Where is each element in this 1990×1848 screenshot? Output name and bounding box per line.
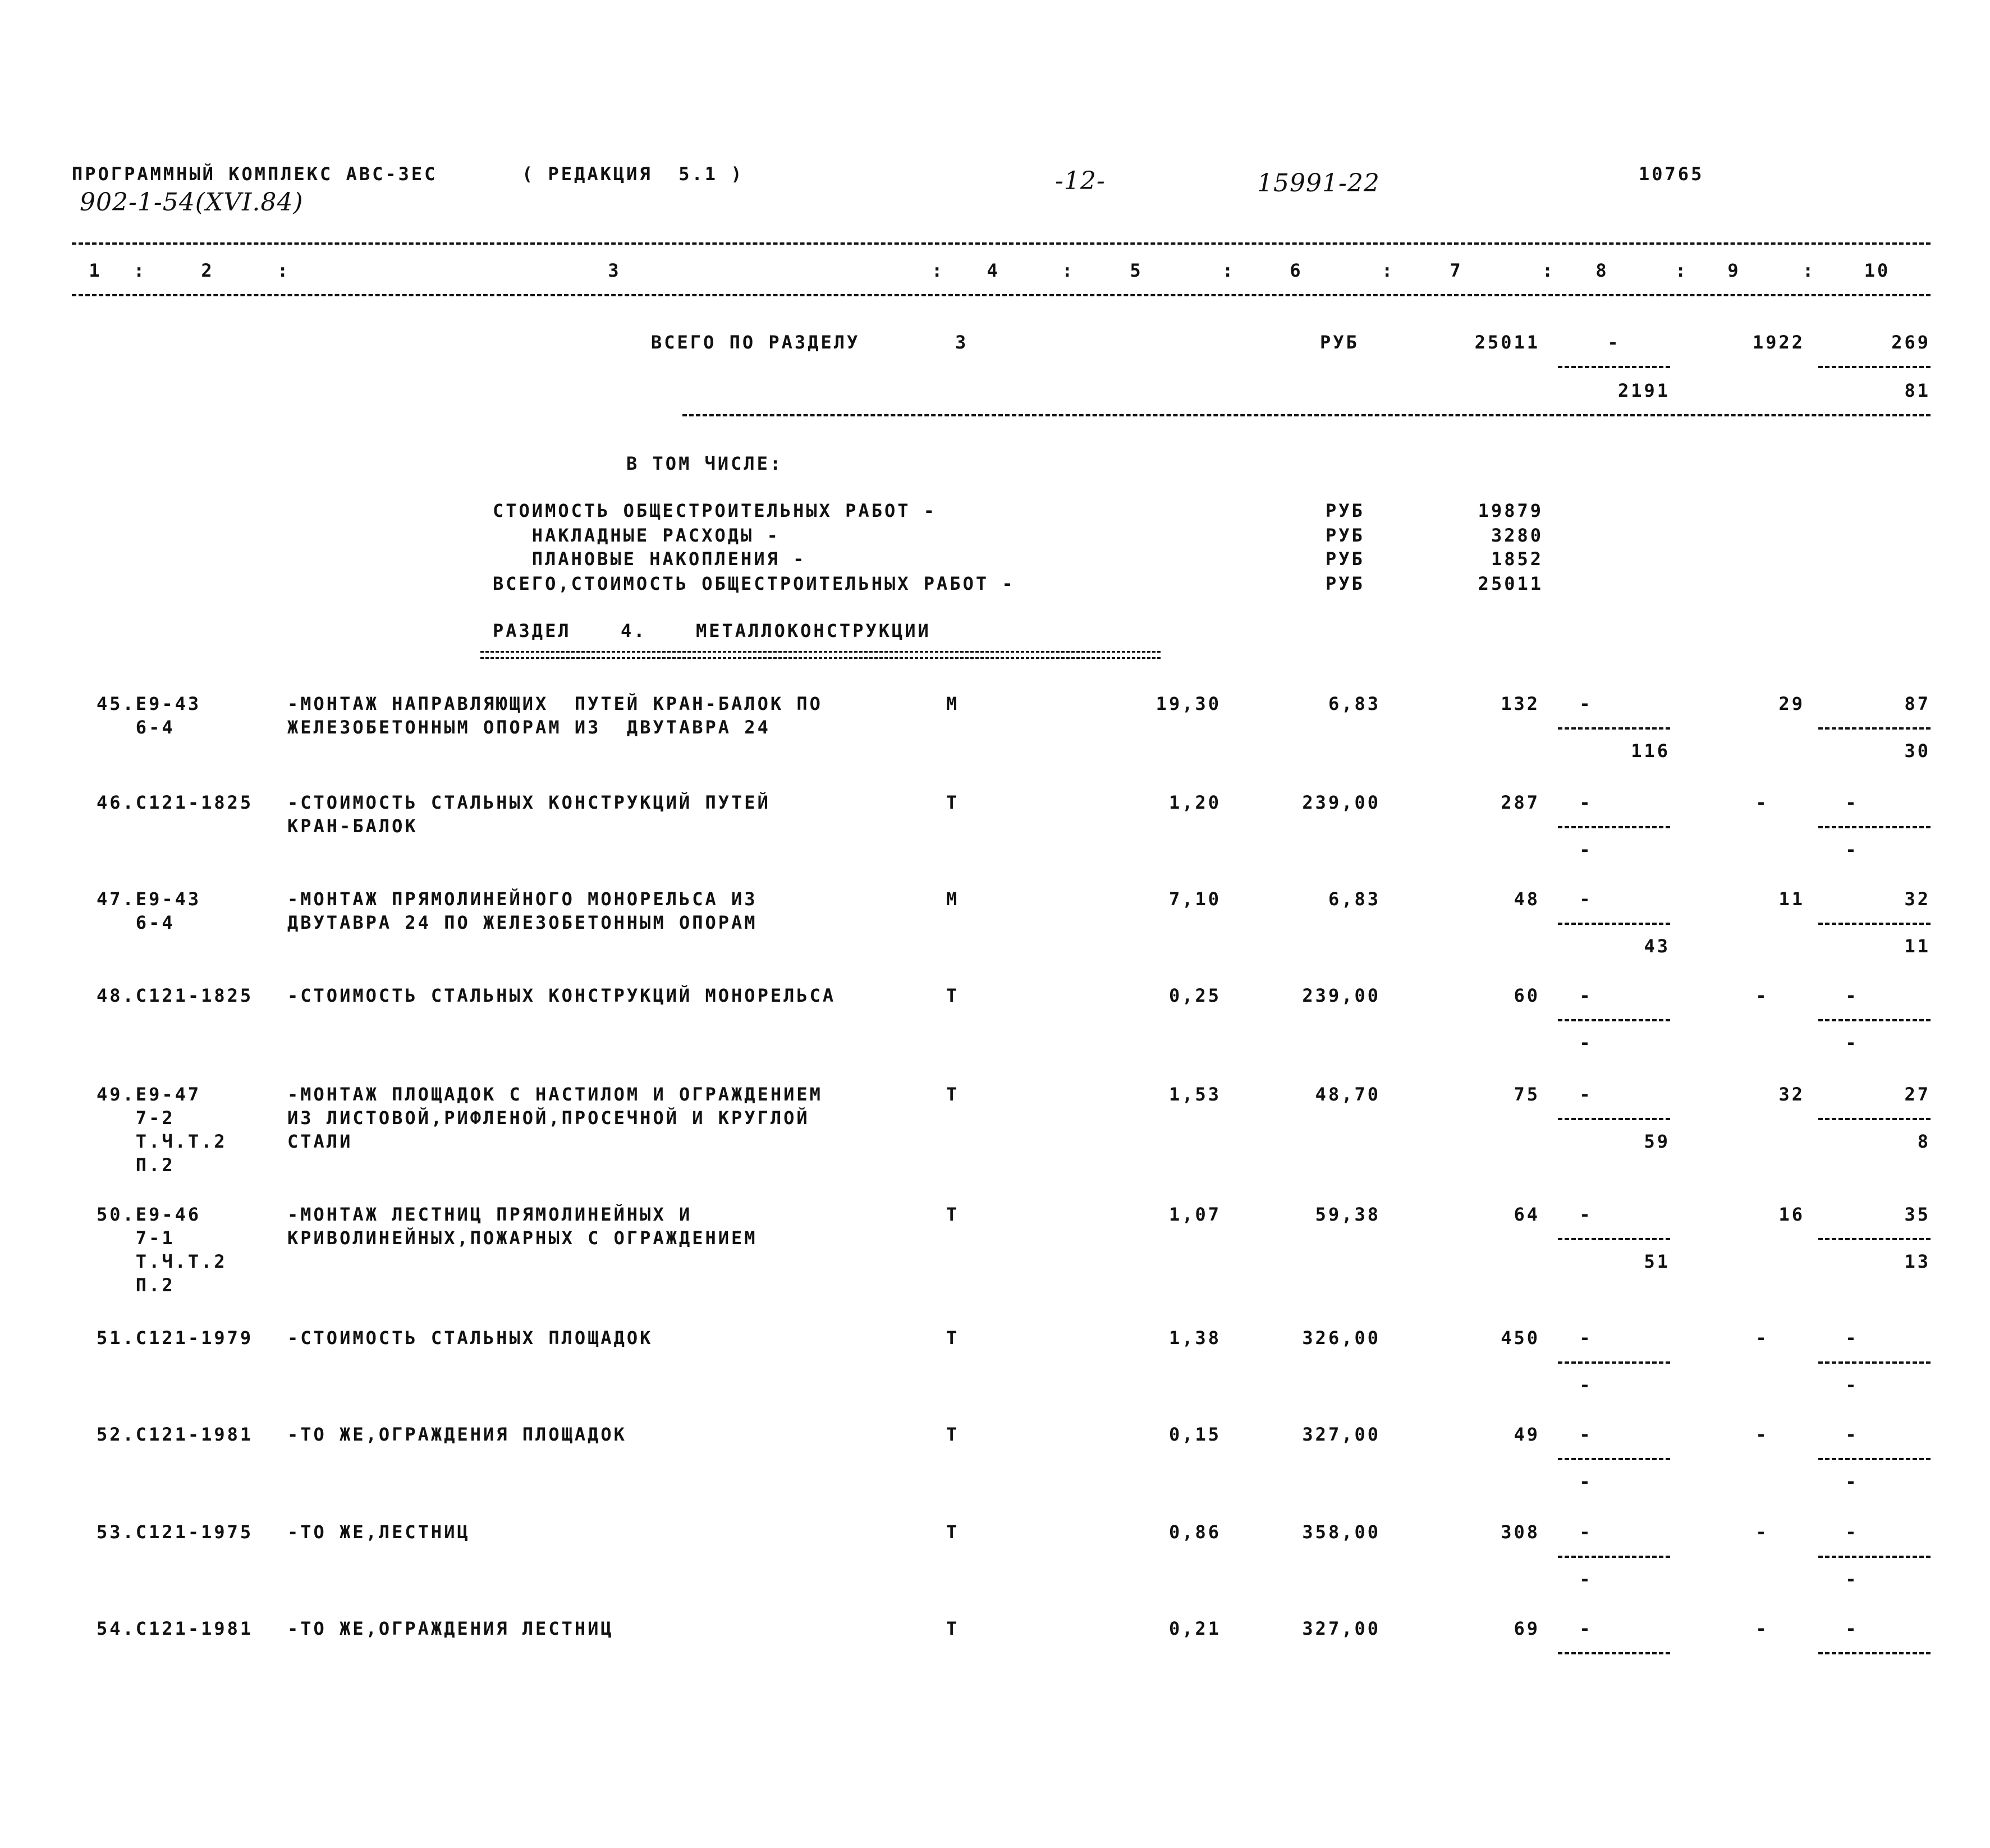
item-unit: М xyxy=(946,888,960,910)
summary-section-number: 3 xyxy=(955,332,969,353)
item-unit-price: 239,00 xyxy=(1302,792,1381,813)
including-line-value: 25011 xyxy=(1478,573,1543,594)
item-col10-top: 32 xyxy=(1904,888,1931,910)
item-col8-bottom: 43 xyxy=(1644,936,1670,957)
column-header-9: 9 xyxy=(1727,260,1741,281)
item-col9: - xyxy=(1755,1618,1769,1639)
summary-rule xyxy=(682,414,1931,416)
item-col8-bottom: - xyxy=(1579,1569,1593,1590)
item-quantity: 7,10 xyxy=(1168,888,1221,910)
summary-total: 25011 xyxy=(1474,332,1540,353)
section-heading-title: МЕТАЛЛОКОНСТРУКЦИИ xyxy=(696,620,931,641)
item-col10-bottom: 8 xyxy=(1917,1131,1931,1152)
fraction-rule xyxy=(1558,1458,1670,1460)
sheet-mark: 15991-22 xyxy=(1257,169,1380,198)
item-description: -ТО ЖЕ,ОГРАЖДЕНИЯ ЛЕСТНИЦ xyxy=(287,1618,614,1639)
fraction-rule xyxy=(1818,1361,1931,1364)
item-unit: Т xyxy=(946,792,960,813)
item-col8-bottom: 116 xyxy=(1631,740,1670,762)
item-col8-top: - xyxy=(1579,1618,1593,1639)
item-total: 450 xyxy=(1501,1327,1540,1349)
item-col10-bottom: 11 xyxy=(1904,936,1931,957)
column-separator: : xyxy=(134,260,147,281)
item-description: -МОНТАЖ НАПРАВЛЯЮЩИХ ПУТЕЙ КРАН-БАЛОК ПО xyxy=(287,693,823,714)
item-col10-top: - xyxy=(1845,792,1859,813)
section-heading-number: 4. xyxy=(621,620,647,641)
item-code: Т.Ч.Т.2 xyxy=(97,1251,227,1272)
item-quantity: 1,38 xyxy=(1168,1327,1221,1349)
summary-col9: 1922 xyxy=(1752,332,1805,353)
summary-col10-top: 269 xyxy=(1891,332,1931,353)
item-unit-price: 48,70 xyxy=(1315,1084,1381,1105)
item-code: 48.С121-1825 xyxy=(97,985,254,1006)
item-unit: Т xyxy=(946,1521,960,1543)
fraction-rule xyxy=(1818,1556,1931,1558)
column-header-5: 5 xyxy=(1130,260,1143,281)
including-line-label: СТОИМОСТЬ ОБЩЕСТРОИТЕЛЬНЫХ РАБОТ - xyxy=(493,500,937,521)
item-description: -МОНТАЖ ЛЕСТНИЦ ПРЯМОЛИНЕЙНЫХ И xyxy=(287,1204,693,1225)
item-col10-top: - xyxy=(1845,1521,1859,1543)
fraction-rule xyxy=(1818,366,1931,368)
summary-col10-bottom: 81 xyxy=(1904,380,1931,401)
item-total: 49 xyxy=(1514,1424,1540,1445)
item-col10-top: - xyxy=(1845,985,1859,1006)
including-line-value: 3280 xyxy=(1491,525,1543,546)
column-header-1: 1 xyxy=(89,260,102,281)
column-separator: : xyxy=(1222,260,1236,281)
item-col10-bottom: - xyxy=(1845,1374,1859,1396)
item-unit: Т xyxy=(946,1618,960,1639)
item-code: 50.Е9-46 xyxy=(97,1204,201,1225)
item-code: 47.Е9-43 xyxy=(97,888,201,910)
item-unit-price: 327,00 xyxy=(1302,1618,1381,1639)
item-quantity: 0,25 xyxy=(1168,985,1221,1006)
item-description: -ТО ЖЕ,ОГРАЖДЕНИЯ ПЛОЩАДОК xyxy=(287,1424,627,1445)
item-col10-top: 87 xyxy=(1904,693,1931,714)
column-header-6: 6 xyxy=(1290,260,1303,281)
fraction-rule xyxy=(1818,923,1931,925)
item-col10-top: - xyxy=(1845,1327,1859,1349)
item-col10-bottom: - xyxy=(1845,839,1859,860)
item-unit-price: 6,83 xyxy=(1328,888,1381,910)
item-code: 51.С121-1979 xyxy=(97,1327,254,1349)
item-total: 75 xyxy=(1514,1084,1540,1105)
item-code: 7-1 xyxy=(97,1227,175,1249)
column-separator: : xyxy=(1382,260,1395,281)
column-separator: : xyxy=(1803,260,1816,281)
item-col9: 29 xyxy=(1778,693,1805,714)
item-col9: - xyxy=(1755,1327,1769,1349)
item-description: -МОНТАЖ ПЛОЩАДОК С НАСТИЛОМ И ОГРАЖДЕНИЕМ xyxy=(287,1084,823,1105)
item-description: -СТОИМОСТЬ СТАЛЬНЫХ КОНСТРУКЦИЙ МОНОРЕЛЬСА xyxy=(287,985,836,1006)
item-col9: 32 xyxy=(1778,1084,1805,1105)
item-unit: Т xyxy=(946,1204,960,1225)
item-code: 52.С121-1981 xyxy=(97,1424,254,1445)
section-double-underline xyxy=(480,651,1161,659)
item-total: 60 xyxy=(1514,985,1540,1006)
item-unit-price: 358,00 xyxy=(1302,1521,1381,1543)
item-total: 132 xyxy=(1501,693,1540,714)
item-unit-price: 326,00 xyxy=(1302,1327,1381,1349)
item-col10-bottom: 30 xyxy=(1904,740,1931,762)
fraction-rule xyxy=(1558,826,1670,828)
item-description: ДВУТАВРА 24 ПО ЖЕЛЕЗОБЕТОННЫМ ОПОРАМ xyxy=(287,912,758,933)
fraction-rule xyxy=(1558,1556,1670,1558)
item-col9: - xyxy=(1755,1424,1769,1445)
item-col10-bottom: 13 xyxy=(1904,1251,1931,1272)
item-description: -СТОИМОСТЬ СТАЛЬНЫХ КОНСТРУКЦИЙ ПУТЕЙ xyxy=(287,792,771,813)
header-top-rule xyxy=(72,242,1931,245)
page-number-mark: -12- xyxy=(1055,167,1106,195)
fraction-rule xyxy=(1818,1238,1931,1240)
item-col10-bottom: - xyxy=(1845,1032,1859,1053)
item-code: 6-4 xyxy=(97,912,175,933)
item-col8-bottom: - xyxy=(1579,1471,1593,1492)
item-col10-bottom: - xyxy=(1845,1569,1859,1590)
program-name: ПРОГРАММНЫЙ КОМПЛЕКС АВС-3ЕС xyxy=(72,163,438,185)
item-col8-top: - xyxy=(1579,1327,1593,1349)
including-line-value: 19879 xyxy=(1478,500,1543,521)
item-col8-top: - xyxy=(1579,1424,1593,1445)
summary-col8-top: - xyxy=(1607,332,1621,353)
item-col8-bottom: - xyxy=(1579,1032,1593,1053)
fraction-rule xyxy=(1818,727,1931,730)
item-col9: - xyxy=(1755,792,1769,813)
item-unit-price: 59,38 xyxy=(1315,1204,1381,1225)
item-description: ИЗ ЛИСТОВОЙ,РИФЛЕНОЙ,ПРОСЕЧНОЙ И КРУГЛОЙ xyxy=(287,1107,810,1129)
item-code: 54.С121-1981 xyxy=(97,1618,254,1639)
column-separator: : xyxy=(1542,260,1556,281)
item-col8-bottom: 59 xyxy=(1644,1131,1670,1152)
item-code: 49.Е9-47 xyxy=(97,1084,201,1105)
item-col9: 11 xyxy=(1778,888,1805,910)
item-quantity: 0,21 xyxy=(1168,1618,1221,1639)
item-col10-top: - xyxy=(1845,1618,1859,1639)
item-col8-bottom: - xyxy=(1579,839,1593,860)
item-col10-top: 35 xyxy=(1904,1204,1931,1225)
including-line-unit: РУБ xyxy=(1326,525,1365,546)
summary-col8-bottom: 2191 xyxy=(1617,380,1670,401)
including-line-value: 1852 xyxy=(1491,548,1543,570)
item-col8-top: - xyxy=(1579,792,1593,813)
fraction-rule xyxy=(1558,923,1670,925)
item-quantity: 0,15 xyxy=(1168,1424,1221,1445)
item-code: Т.Ч.Т.2 xyxy=(97,1131,227,1152)
item-col8-top: - xyxy=(1579,693,1593,714)
summary-label: ВСЕГО ПО РАЗДЕЛУ xyxy=(651,332,860,353)
item-col8-top: - xyxy=(1579,888,1593,910)
item-col8-top: - xyxy=(1579,1084,1593,1105)
item-description: -СТОИМОСТЬ СТАЛЬНЫХ ПЛОЩАДОК xyxy=(287,1327,653,1349)
fraction-rule xyxy=(1558,366,1670,368)
including-line-unit: РУБ xyxy=(1326,500,1365,521)
item-unit-price: 327,00 xyxy=(1302,1424,1381,1445)
column-header-3: 3 xyxy=(608,260,621,281)
item-total: 64 xyxy=(1514,1204,1540,1225)
item-code: 7-2 xyxy=(97,1107,175,1129)
item-description: -ТО ЖЕ,ЛЕСТНИЦ xyxy=(287,1521,470,1543)
column-header-2: 2 xyxy=(201,260,214,281)
column-header-10: 10 xyxy=(1864,260,1891,281)
column-separator: : xyxy=(932,260,945,281)
item-total: 308 xyxy=(1501,1521,1540,1543)
column-separator: : xyxy=(277,260,291,281)
fraction-rule xyxy=(1818,1118,1931,1120)
including-line-unit: РУБ xyxy=(1326,573,1365,594)
handwritten-project-code: 902-1-54(XVI.84) xyxy=(80,188,304,217)
header-bottom-rule xyxy=(72,294,1931,296)
including-line-label: НАКЛАДНЫЕ РАСХОДЫ - xyxy=(493,525,780,546)
item-code: 6-4 xyxy=(97,717,175,738)
fraction-rule xyxy=(1558,1019,1670,1021)
item-quantity: 19,30 xyxy=(1156,693,1221,714)
item-unit: М xyxy=(946,693,960,714)
fraction-rule xyxy=(1558,1238,1670,1240)
item-unit: Т xyxy=(946,985,960,1006)
item-col8-top: - xyxy=(1579,1204,1593,1225)
fraction-rule xyxy=(1818,1652,1931,1654)
fraction-rule xyxy=(1818,1458,1931,1460)
item-quantity: 1,20 xyxy=(1168,792,1221,813)
summary-unit: РУБ xyxy=(1320,332,1359,353)
item-col8-bottom: 51 xyxy=(1644,1251,1670,1272)
item-col9: - xyxy=(1755,1521,1769,1543)
item-description: КРИВОЛИНЕЙНЫХ,ПОЖАРНЫХ С ОГРАЖДЕНИЕМ xyxy=(287,1227,758,1249)
item-description: ЖЕЛЕЗОБЕТОННЫМ ОПОРАМ ИЗ ДВУТАВРА 24 xyxy=(287,717,771,738)
item-unit: Т xyxy=(946,1084,960,1105)
including-line-label: ВСЕГО,СТОИМОСТЬ ОБЩЕСТРОИТЕЛЬНЫХ РАБОТ - xyxy=(493,573,1015,594)
fraction-rule xyxy=(1558,1361,1670,1364)
item-unit-price: 6,83 xyxy=(1328,693,1381,714)
item-col10-top: - xyxy=(1845,1424,1859,1445)
fraction-rule xyxy=(1558,1118,1670,1120)
item-total: 287 xyxy=(1501,792,1540,813)
document-number: 10765 xyxy=(1639,163,1704,185)
fraction-rule xyxy=(1818,1019,1931,1021)
fraction-rule xyxy=(1558,1652,1670,1654)
item-col10-top: 27 xyxy=(1904,1084,1931,1105)
fraction-rule xyxy=(1558,727,1670,730)
item-col10-bottom: - xyxy=(1845,1471,1859,1492)
including-line-label: ПЛАНОВЫЕ НАКОПЛЕНИЯ - xyxy=(493,548,806,570)
item-total: 48 xyxy=(1514,888,1540,910)
including-title: В ТОМ ЧИСЛЕ: xyxy=(626,453,783,474)
item-unit-price: 239,00 xyxy=(1302,985,1381,1006)
column-separator: : xyxy=(1062,260,1075,281)
column-header-8: 8 xyxy=(1595,260,1609,281)
item-description: СТАЛИ xyxy=(287,1131,353,1152)
column-header-4: 4 xyxy=(987,260,1000,281)
item-total: 69 xyxy=(1514,1618,1540,1639)
item-description: КРАН-БАЛОК xyxy=(287,815,418,837)
section-heading-label: РАЗДЕЛ xyxy=(493,620,571,641)
item-description: -МОНТАЖ ПРЯМОЛИНЕЙНОГО МОНОРЕЛЬСА ИЗ xyxy=(287,888,758,910)
item-col9: 16 xyxy=(1778,1204,1805,1225)
including-line-unit: РУБ xyxy=(1326,548,1365,570)
item-quantity: 0,86 xyxy=(1168,1521,1221,1543)
item-col9: - xyxy=(1755,985,1769,1006)
item-code: П.2 xyxy=(97,1274,175,1296)
item-unit: Т xyxy=(946,1327,960,1349)
item-quantity: 1,07 xyxy=(1168,1204,1221,1225)
column-separator: : xyxy=(1675,260,1689,281)
item-col8-top: - xyxy=(1579,985,1593,1006)
item-col8-top: - xyxy=(1579,1521,1593,1543)
item-code: 53.С121-1975 xyxy=(97,1521,254,1543)
fraction-rule xyxy=(1818,826,1931,828)
item-code: 45.Е9-43 xyxy=(97,693,201,714)
item-code: 46.С121-1825 xyxy=(97,792,254,813)
column-header-7: 7 xyxy=(1450,260,1463,281)
item-quantity: 1,53 xyxy=(1168,1084,1221,1105)
item-unit: Т xyxy=(946,1424,960,1445)
program-edition: ( РЕДАКЦИЯ 5.1 ) xyxy=(522,163,744,185)
item-col8-bottom: - xyxy=(1579,1374,1593,1396)
item-code: П.2 xyxy=(97,1154,175,1176)
